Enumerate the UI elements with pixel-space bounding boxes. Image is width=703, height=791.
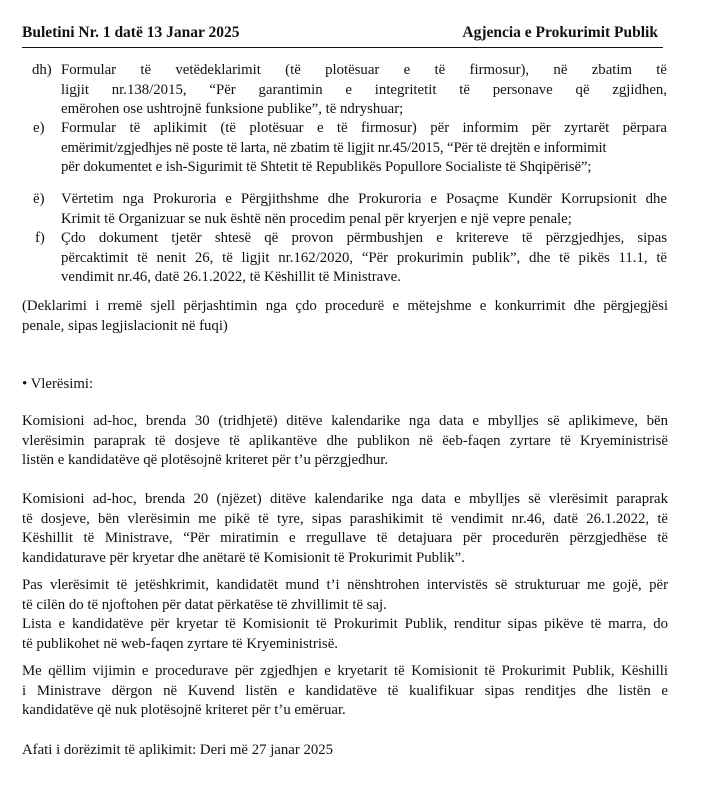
text-line: vendimit nr.46, datë 26.1.2022, të Këshillit të Ministrave. [61, 269, 401, 286]
text-line: Çdo dokument tjetër shtesë që provon përmbushjen e kritereve të përzgjedhjes, sipas [61, 230, 667, 246]
text-line: Formular të aplikimit (të plotësuar e të firmosur) për informim për zyrtarët përpara [61, 120, 667, 136]
text-line: Formular të vetëdeklarimit (të plotësuar e të firmosur), në zbatim të [61, 62, 667, 78]
text-line: Krimit të Organizuar se nuk është nën procedim penal për kryerjen e një vepre penale; [61, 210, 572, 227]
text-line: listën e kandidatëve që plotësojnë kriteret për t’u përzgjedhur. [22, 452, 389, 469]
text-line: Komisioni ad-hoc, brenda 30 (tridhjetë) ditëve kalendarike nga data e mbylljes së aplikimeve, bën [22, 413, 668, 429]
paragraph-points-evaluation [22, 490, 668, 568]
list-item-text [61, 119, 667, 178]
list-marker: ë) [33, 191, 45, 207]
paragraph-preliminary-evaluation [22, 412, 668, 471]
list-marker: f) [35, 230, 45, 246]
text-line: penale, sipas legjislacionit në fuqi) [22, 317, 228, 334]
text-line: Vërtetim nga Prokuroria e Përgjithshme dhe Prokuroria e Posaçme Kundër Korrupsionit dhe [61, 191, 667, 207]
paragraph-interview [22, 576, 668, 654]
text-line: vlerësimin paraprak të dosjeve të aplikantëve dhe publikon në ëeb-faqen zyrtare të Kryeministrisë [22, 432, 668, 449]
text-line: ligjit nr.138/2015, “Për garantimin e integritetit të personave që zgjidhen, [61, 81, 667, 98]
text-line: kandidatëve që nuk plotësojnë kriteret për t’u emëruar. [22, 702, 346, 719]
list-marker: dh) [32, 62, 52, 78]
text-line: përcaktimit të nenit 26, të ligjit nr.162/2020, “Për prokurimin publik”, dhe të pikës 11.1, të [61, 249, 667, 266]
section-title-evaluation: • Vlerësimi: [22, 376, 94, 392]
text-line: (Deklarimi i rremë sjell përjashtimin nga çdo procedurë e mëtejshme e konkurrimit dhe përgjegjësi [22, 298, 668, 314]
text-line: emërimit/zgjedhjes në poste të larta, në zbatim të ligjit nr.45/2015, “Për të drejtën e informimit [61, 139, 607, 156]
false-declaration-note [22, 297, 668, 336]
text-line: Me qëllim vijimin e procedurave për zgjedhjen e kryetarit të Komisionit të Prokurimit Publik, Këshilli [22, 663, 668, 679]
text-line: Pas vlerësimit të jetëshkrimit, kandidatët mund t’i nënshtrohen intervistës së strukturuar me gojë, për [22, 577, 668, 593]
text-line: Lista e kandidatëve për kryetar të Komisionit të Prokurimit Publik, renditur sipas pikëve të marra, do [22, 616, 668, 633]
application-deadline: Afati i dorëzimit të aplikimit: Deri më 27 janar 2025 [22, 742, 334, 758]
list-marker: e) [33, 120, 45, 136]
text-line: të dosjeve, bën vlerësimin me pikë të tyre, sipas parashikimit të vendimit nr.46, datë 26.1.2022, të [22, 510, 668, 527]
paragraph-council-procedure [22, 662, 668, 721]
text-line: për dokumentet e ish-Sigurimit të Shtetit të Republikës Popullore Socialiste të Shqipërisë”; [61, 159, 592, 176]
bulletin-title: Buletini Nr. 1 datë 13 Janar 2025 [22, 24, 240, 41]
text-line: emërohen ose ushtrojnë funksione publike”, të ndryshuar; [61, 101, 404, 118]
list-item-text [61, 229, 667, 288]
text-line: i Ministrave dërgon në Kuvend listën e kandidatëve të kualifikuar sipas renditjes dhe listën e [22, 682, 668, 699]
text-line: Këshillit të Ministrave, “Për miratimin e rregullave të detajuara për procedurën përzgjedhëse të [22, 530, 668, 547]
text-line: të publikohet në web-faqen zyrtare të Kryeministrisë. [22, 635, 338, 652]
list-item-text [61, 190, 667, 229]
text-line: të cilën do të njoftohen për datat përkatëse të zhvillimit të saj. [22, 596, 387, 613]
list-item-text [61, 61, 667, 120]
agency-name: Agjencia e Prokurimit Publik [462, 24, 658, 41]
text-line: kandidaturave për kryetar dhe anëtarë të Komisionit të Prokurimit Publik”. [22, 549, 465, 566]
text-line: Komisioni ad-hoc, brenda 20 (njëzet) ditëve kalendarike nga data e mbylljes së vlerësimit paraprak [22, 491, 668, 507]
